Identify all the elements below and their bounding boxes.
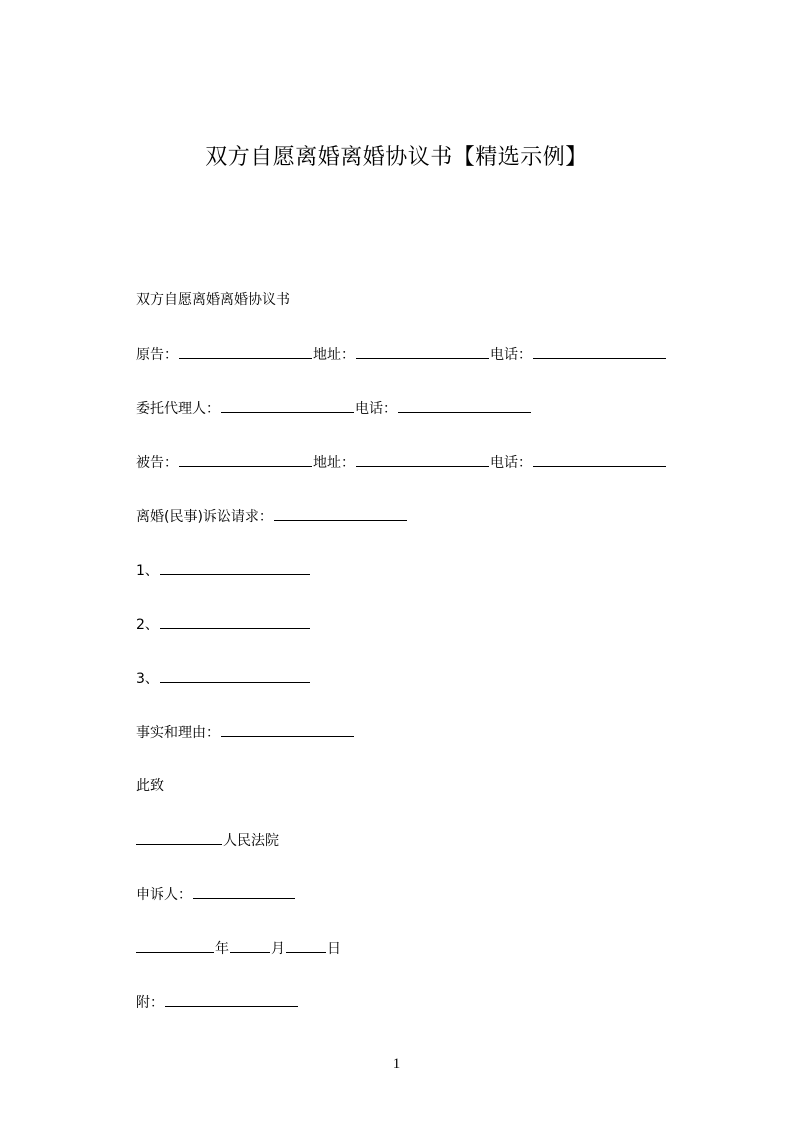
claim-item-number: 1、 xyxy=(136,563,159,579)
plaintiff-phone-field[interactable] xyxy=(533,344,666,359)
court-name-field[interactable] xyxy=(136,830,222,845)
plaintiff-phone-label: 电话： xyxy=(490,347,532,363)
appellant-line xyxy=(136,884,296,905)
document-title: 双方自愿离婚离婚协议书【精选示例】 xyxy=(205,145,588,170)
facts-field[interactable] xyxy=(221,722,354,737)
plaintiff-address-field[interactable] xyxy=(356,344,489,359)
attachment-label: 附： xyxy=(136,995,164,1011)
defendant-address-field[interactable] xyxy=(356,452,489,467)
defendant-phone-field[interactable] xyxy=(533,452,666,467)
defendant-phone-label: 电话： xyxy=(490,455,532,471)
date-month-label: 月 xyxy=(271,941,285,957)
agent-phone-label: 电话： xyxy=(355,401,397,417)
agent-label: 委托代理人： xyxy=(136,401,220,417)
plaintiff-address-label: 地址： xyxy=(313,347,355,363)
agent-line xyxy=(136,398,532,419)
defendant-address-label: 地址： xyxy=(313,455,355,471)
court-line xyxy=(136,830,279,851)
page-number: 1 xyxy=(392,1056,401,1072)
agent-name-field[interactable] xyxy=(221,398,354,413)
claims-label: 离婚(民事)诉讼请求： xyxy=(136,509,273,525)
date-day-label: 日 xyxy=(327,941,341,957)
document-subtitle: 双方自愿离婚离婚协议书 xyxy=(136,292,290,308)
facts-label: 事实和理由： xyxy=(136,725,220,741)
claims-field[interactable] xyxy=(274,506,407,521)
appellant-field[interactable] xyxy=(193,884,295,899)
claim-item-field[interactable] xyxy=(160,614,310,629)
appellant-label: 申诉人： xyxy=(136,887,192,903)
facts-line xyxy=(136,722,355,743)
claim-item-number: 2、 xyxy=(136,617,159,633)
date-year-label: 年 xyxy=(215,941,229,957)
claim-item-3 xyxy=(136,668,311,689)
claims-line xyxy=(136,506,408,527)
claim-item-field[interactable] xyxy=(160,668,310,683)
defendant-line xyxy=(136,452,667,473)
attachment-line xyxy=(136,992,299,1013)
salutation: 此致 xyxy=(136,778,164,794)
date-line xyxy=(136,938,341,959)
court-label: 人民法院 xyxy=(223,833,279,849)
date-year-field[interactable] xyxy=(136,938,214,953)
claim-item-2 xyxy=(136,614,311,635)
agent-phone-field[interactable] xyxy=(398,398,531,413)
claim-item-number: 3、 xyxy=(136,671,159,687)
date-day-field[interactable] xyxy=(286,938,326,953)
plaintiff-line xyxy=(136,344,667,365)
attachment-field[interactable] xyxy=(165,992,298,1007)
claim-item-1 xyxy=(136,560,311,581)
defendant-label: 被告： xyxy=(136,455,178,471)
plaintiff-name-field[interactable] xyxy=(179,344,312,359)
defendant-name-field[interactable] xyxy=(179,452,312,467)
date-month-field[interactable] xyxy=(230,938,270,953)
claim-item-field[interactable] xyxy=(160,560,310,575)
plaintiff-label: 原告： xyxy=(136,347,178,363)
